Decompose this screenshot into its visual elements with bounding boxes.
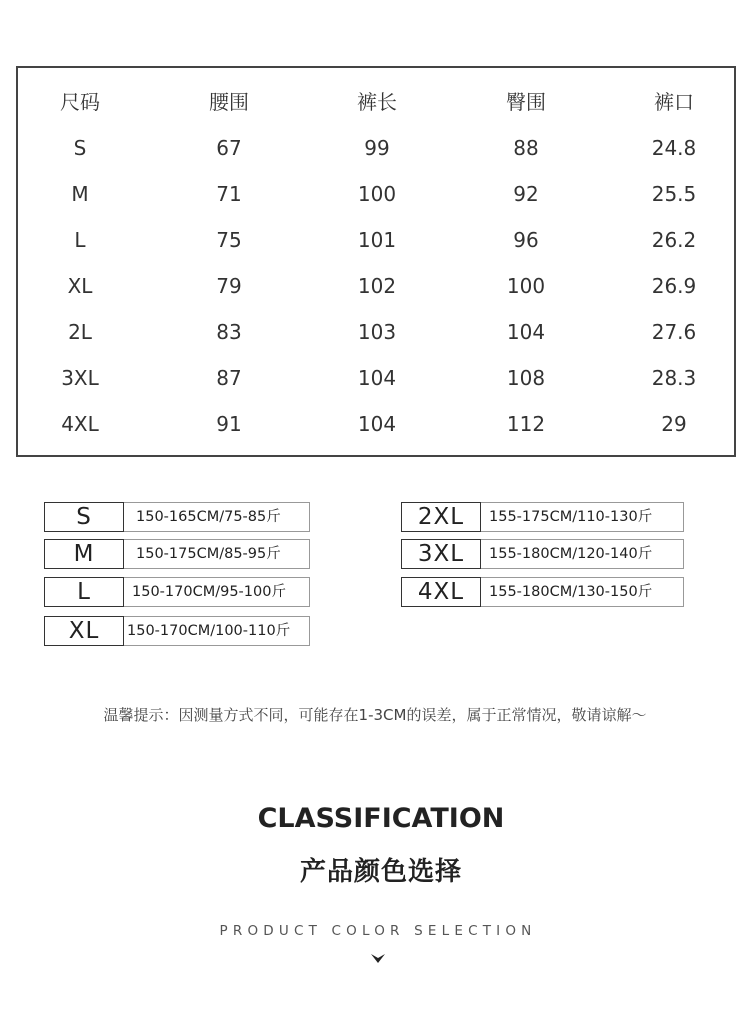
- measurement-notice: 温馨提示：因测量方式不同，可能存在1-3CM的误差，属于正常情况，敬请谅解～: [103, 706, 647, 724]
- table-cell: 26.9: [651, 274, 697, 298]
- table-cell: 108: [506, 366, 546, 390]
- table-cell: M: [71, 182, 89, 206]
- table-cell: 102: [357, 274, 397, 298]
- rec-size-range: 150-175CM/85-95斤: [124, 539, 310, 569]
- table-cell: 104: [506, 320, 546, 344]
- table-cell: 92: [513, 182, 539, 206]
- table-cell: 99: [364, 136, 390, 160]
- table-row: [18, 404, 734, 444]
- table-cell: 27.6: [651, 320, 697, 344]
- size-recommendation: [401, 539, 684, 569]
- table-cell: 28.3: [651, 366, 697, 390]
- table-cell: 4XL: [61, 412, 99, 436]
- table-cell: 67: [216, 136, 242, 160]
- table-row: [18, 266, 734, 306]
- table-cell: 83: [216, 320, 242, 344]
- rec-size-range: 150-170CM/95-100斤: [124, 577, 310, 607]
- rec-size-label: 4XL: [401, 577, 481, 607]
- table-cell: 101: [357, 228, 397, 252]
- table-row: [18, 312, 734, 352]
- header-cell: 裤长: [357, 90, 397, 114]
- table-cell: 112: [506, 412, 546, 436]
- table-cell: 24.8: [651, 136, 697, 160]
- size-recommendation: [44, 616, 310, 646]
- table-cell: L: [74, 228, 86, 252]
- size-table: [16, 66, 736, 457]
- table-cell: 87: [216, 366, 242, 390]
- rec-size-label: 2XL: [401, 502, 481, 532]
- table-row: [18, 174, 734, 214]
- table-cell: 75: [216, 228, 242, 252]
- table-cell: 104: [357, 412, 397, 436]
- table-cell: XL: [67, 274, 93, 298]
- table-cell: 91: [216, 412, 242, 436]
- rec-size-range: 150-170CM/100-110斤: [124, 616, 310, 646]
- size-recommendation: [44, 577, 310, 607]
- rec-size-range: 150-165CM/75-85斤: [124, 502, 310, 532]
- rec-size-label: M: [44, 539, 124, 569]
- table-cell: 3XL: [61, 366, 99, 390]
- rec-size-range: 155-180CM/130-150斤: [481, 577, 684, 607]
- chevron-down-icon: [370, 953, 386, 965]
- table-cell: 100: [506, 274, 546, 298]
- classification-subtitle: PRODUCT COLOR SELECTION: [219, 923, 537, 939]
- rec-size-label: XL: [44, 616, 124, 646]
- rec-size-label: 3XL: [401, 539, 481, 569]
- table-cell: 26.2: [651, 228, 697, 252]
- header-cell: 裤口: [654, 90, 694, 114]
- table-cell: 29: [661, 412, 687, 436]
- size-recommendation: [401, 577, 684, 607]
- table-row: [18, 128, 734, 168]
- table-cell: 103: [357, 320, 397, 344]
- table-row: [18, 358, 734, 398]
- size-recommendation: [44, 502, 310, 532]
- table-cell: 88: [513, 136, 539, 160]
- rec-size-label: S: [44, 502, 124, 532]
- table-header-row: [18, 82, 734, 122]
- table-cell: 2L: [68, 320, 92, 344]
- classification-title-cn: 产品颜色选择: [299, 857, 462, 887]
- rec-size-range: 155-180CM/120-140斤: [481, 539, 684, 569]
- size-recommendation: [401, 502, 684, 532]
- table-cell: 71: [216, 182, 242, 206]
- rec-size-label: L: [44, 577, 124, 607]
- size-recommendation: [44, 539, 310, 569]
- table-cell: 25.5: [651, 182, 697, 206]
- classification-title: CLASSIFICATION: [257, 803, 505, 834]
- table-cell: S: [73, 136, 87, 160]
- table-cell: 100: [357, 182, 397, 206]
- table-cell: 104: [357, 366, 397, 390]
- header-cell: 腰围: [209, 90, 249, 114]
- table-cell: 79: [216, 274, 242, 298]
- header-cell: 尺码: [60, 90, 100, 114]
- rec-size-range: 155-175CM/110-130斤: [481, 502, 684, 532]
- table-cell: 96: [513, 228, 539, 252]
- header-cell: 臀围: [506, 90, 546, 114]
- table-row: [18, 220, 734, 260]
